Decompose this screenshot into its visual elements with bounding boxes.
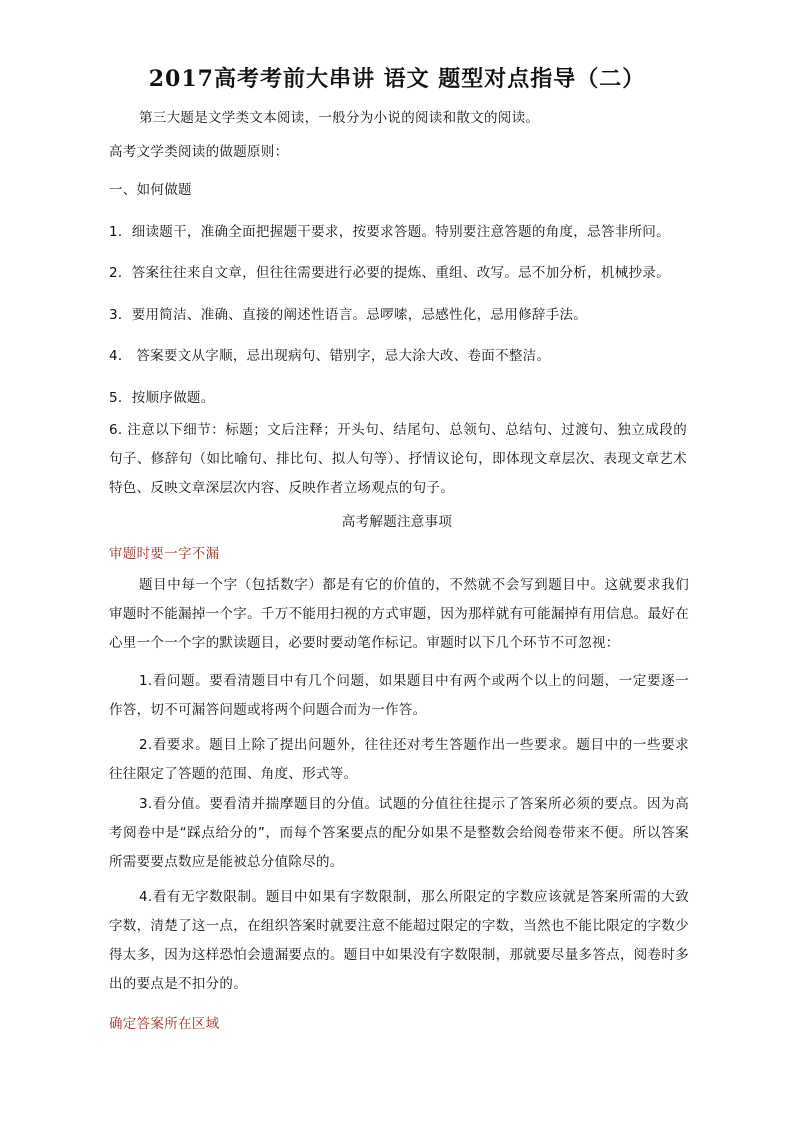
rule-item: 4． 答案要文从字顺，忌出现病句、错别字，忌大涂大改、卷面不整洁。 <box>109 348 551 364</box>
rule-item: 5．按顺序做题。 <box>109 390 215 406</box>
rule-item-details: 6. 注意以下细节：标题；文后注释；开头句、结尾句、总领句、总结句、过渡句、独立成段的句子、修辞句（如比喻句、排比句、拟人句等）、抒情议论句，即体现文章层次、表现文章艺术特色、反映文章深层次内容、反映作者立场观点的句子。 <box>109 422 687 496</box>
rule-item: 3．要用简洁、准确、直接的阐述性语言。忌啰嗦，忌感性化，忌用修辞手法。 <box>109 307 588 323</box>
notes-title: 高考解题注意事项 <box>341 514 453 530</box>
point-item: 4.看有无字数限制。题目中如果有字数限制，那么所限定的字数应该就是答案所需的大致字数，清楚了这一点，在组织答案时就要注意不能超过限定的字数，当然也不能比限定的字数少得太多，因为这样恐怕会遗漏要点的。题目中如果没有字数限制，那就要尽量多答点，阅卷时多出的要点是不扣分的。 <box>109 889 689 992</box>
point-item: 3.看分值。要看清并揣摩题目的分值。试题的分值往往提示了答案所必须的要点。因为高考阅卷中是“踩点给分的”，而每个答案要点的配分如果不是整数会给阅卷带来不便。所以答案所需要要点数应是能被总分值除尽的。 <box>109 796 689 870</box>
rule-item: 1．细读题干，准确全面把握题干要求，按要求答题。特别要注意答题的角度，忌答非所问。 <box>109 224 670 240</box>
subheading-answer-region: 确定答案所在区域 <box>109 1016 220 1032</box>
rule-item: 2．答案往往来自文章，但往往需要进行必要的提炼、重组、改写。忌不加分析，机械抄录。 <box>109 265 670 281</box>
principles-title: 高考文学类阅读的做题原则： <box>109 144 289 160</box>
point-item: 1.看问题。要看清题目中有几个问题，如果题目中有两个或两个以上的问题，一定要逐一作答，切不可漏答问题或将两个问题合而为一作答。 <box>109 673 689 718</box>
subheading-read-carefully: 审题时要一字不漏 <box>109 546 220 562</box>
intro-text: 第三大题是文学类文本阅读，一般分为小说的阅读和散文的阅读。 <box>139 110 540 126</box>
main-paragraph: 题目中每一个字（包括数字）都是有它的价值的，不然就不会写到题目中。这就要求我们审题时不能漏掉一个字。千万不能用扫视的方式审题，因为那样就有可能漏掉有用信息。最好在心里一个一个字的默读题目，必要时要动笔作标记。审题时以下几个环节不可忽视： <box>109 577 689 651</box>
section-title-how-to: 一、如何做题 <box>109 182 192 198</box>
point-item: 2.看要求。题目上除了提出问题外，往往还对考生答题作出一些要求。题目中的一些要求往往限定了答题的范围、角度、形式等。 <box>109 737 689 782</box>
document-title: 2017高考考前大串讲 语文 题型对点指导（二） <box>148 66 646 92</box>
